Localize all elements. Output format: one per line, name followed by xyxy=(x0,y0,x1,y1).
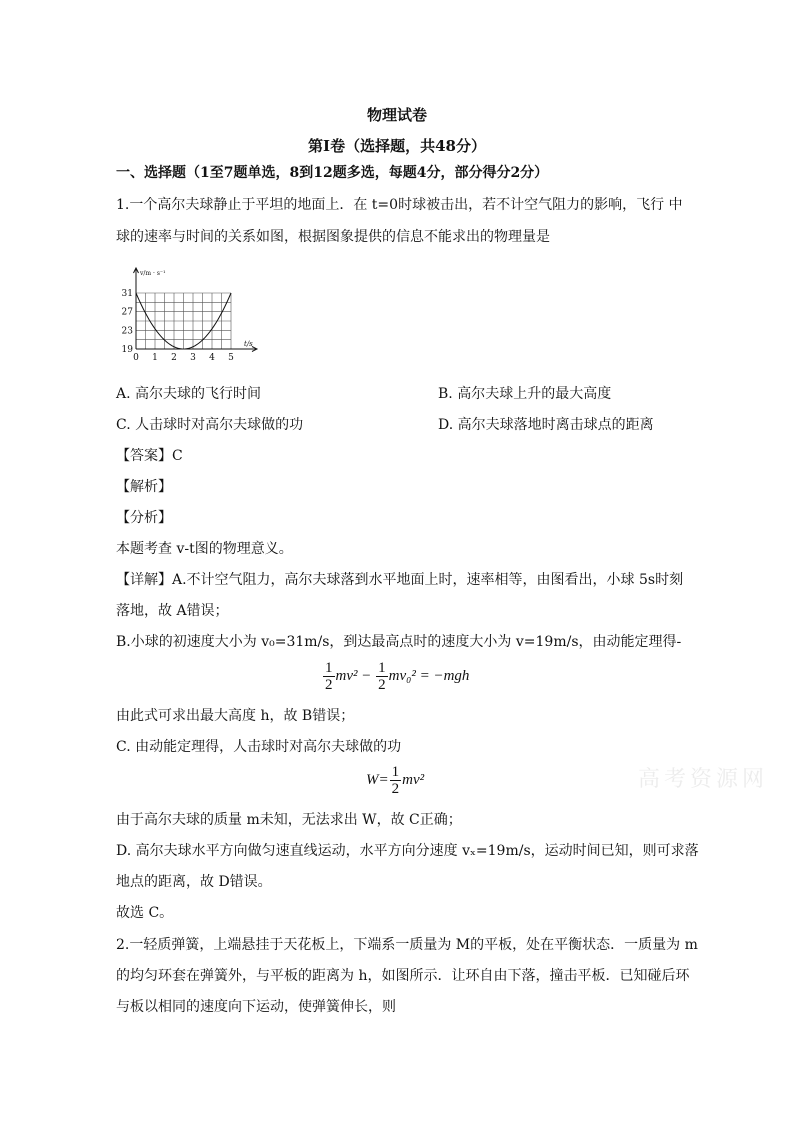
eq1-minus: − xyxy=(361,667,372,684)
q1-detail-a-1: 【详解】A.不计空气阻力，高尔夫球落到水平地面上时，速率相等，由图看出，小球 5s时刻 xyxy=(116,572,684,588)
equation-energy xyxy=(322,660,469,693)
q1-stem-line2: 球的速率与时间的关系如图，根据图象提供的信息不能求出的物理量是 xyxy=(116,229,550,245)
eq1-num-2: 1 xyxy=(378,660,386,676)
x-tick-label: 2 xyxy=(171,353,177,363)
eq1-den-2: 2 xyxy=(378,677,386,693)
chart-axes xyxy=(134,268,258,352)
x-tick-label: 0 xyxy=(133,353,139,363)
q1-option-b: B. 高尔夫球上升的最大高度 xyxy=(438,386,612,402)
x-tick-label: 1 xyxy=(152,353,158,363)
y-tick-label: 23 xyxy=(121,326,133,337)
equation-work xyxy=(366,764,424,797)
q1-analysis-label: 【解析】 xyxy=(116,479,172,495)
q1-topic: 本题考查 v-t图的物理意义。 xyxy=(116,541,293,557)
watermark: 高考资源网 xyxy=(638,767,769,792)
q1-detail-b-1: B.小球的初速度大小为 v₀=31m/s，到达最高点时的速度大小为 v=19m/s，由动能定理得- xyxy=(116,634,682,650)
q1-detail-d-2: 地点的距离，故 D错误。 xyxy=(116,874,272,890)
q1-option-a: A. 高尔夫球的飞行时间 xyxy=(116,386,262,402)
y-tick-label: 31 xyxy=(121,289,133,299)
eq1-num-1: 1 xyxy=(325,660,333,676)
q1-detail-d-1: D. 高尔夫球水平方向做匀速直线运动，水平方向分速度 vₓ=19m/s，运动时间已知，则可求落 xyxy=(116,843,699,859)
eq2-num: 1 xyxy=(391,764,400,780)
q2-line2: 的均匀环套在弹簧外，与平板的距离为 h，如图所示．让环自由下落，撞击平板．已知碰后环 xyxy=(116,968,690,984)
section-heading: 一、选择题（1至7题单选，8到12题多选，每题4分，部分得分2分） xyxy=(116,165,549,181)
eq2-den: 2 xyxy=(391,781,400,797)
x-tick-label: 3 xyxy=(190,353,196,363)
q2-line1: 2.一轻质弹簧，上端悬挂于天花板上，下端系一质量为 M的平板，处在平衡状态．一质量为 m xyxy=(116,937,698,953)
y-tick-label: 27 xyxy=(121,307,133,318)
eq2-term: mv² xyxy=(402,771,425,788)
q2-line3: 与板以相同的速度向下运动，使弹簧伸长，则 xyxy=(116,999,396,1015)
y-tick-label: 19 xyxy=(121,345,133,355)
q1-fenxi-label: 【分析】 xyxy=(116,510,172,526)
q1-choose: 故选 C。 xyxy=(116,905,174,921)
vt-chart xyxy=(116,265,266,365)
q1-detail-a-2: 落地，故 A错误； xyxy=(116,603,229,619)
q1-detail-b-2: 由此式可求出最大高度 h，故 B错误； xyxy=(116,708,355,724)
eq2-lhs: W= xyxy=(366,771,389,788)
q1-detail-c-1: C. 由动能定理得，人击球时对高尔夫球做的功 xyxy=(116,739,402,755)
x-tick-label: 4 xyxy=(209,353,215,363)
q1-option-d: D. 高尔夫球落地时离击球点的距离 xyxy=(438,417,654,433)
y-axis-label: v/m · s⁻¹ xyxy=(140,270,166,277)
x-axis-label: t/s xyxy=(244,340,253,348)
q1-option-c: C. 人击球时对高尔夫球做的功 xyxy=(116,417,304,433)
x-tick-label: 5 xyxy=(228,353,234,363)
q1-detail-c-2: 由于高尔夫球的质量 m未知，无法求出 W，故 C正确； xyxy=(116,812,462,828)
eq1-term1: mv² xyxy=(335,667,358,684)
part-heading: 第Ⅰ卷（选择题，共48分） xyxy=(308,137,486,155)
q1-stem-line1: 1.一个高尔夫球静止于平坦的地面上．在 t=0时球被击出，若不计空气阻力的影响，飞行 中 xyxy=(116,197,683,213)
eq1-den-1: 2 xyxy=(325,677,333,693)
q1-answer: 【答案】C xyxy=(116,448,183,464)
page-title: 物理试卷 xyxy=(366,106,427,124)
eq1-term2: mv₀² = −mgh xyxy=(388,667,470,684)
